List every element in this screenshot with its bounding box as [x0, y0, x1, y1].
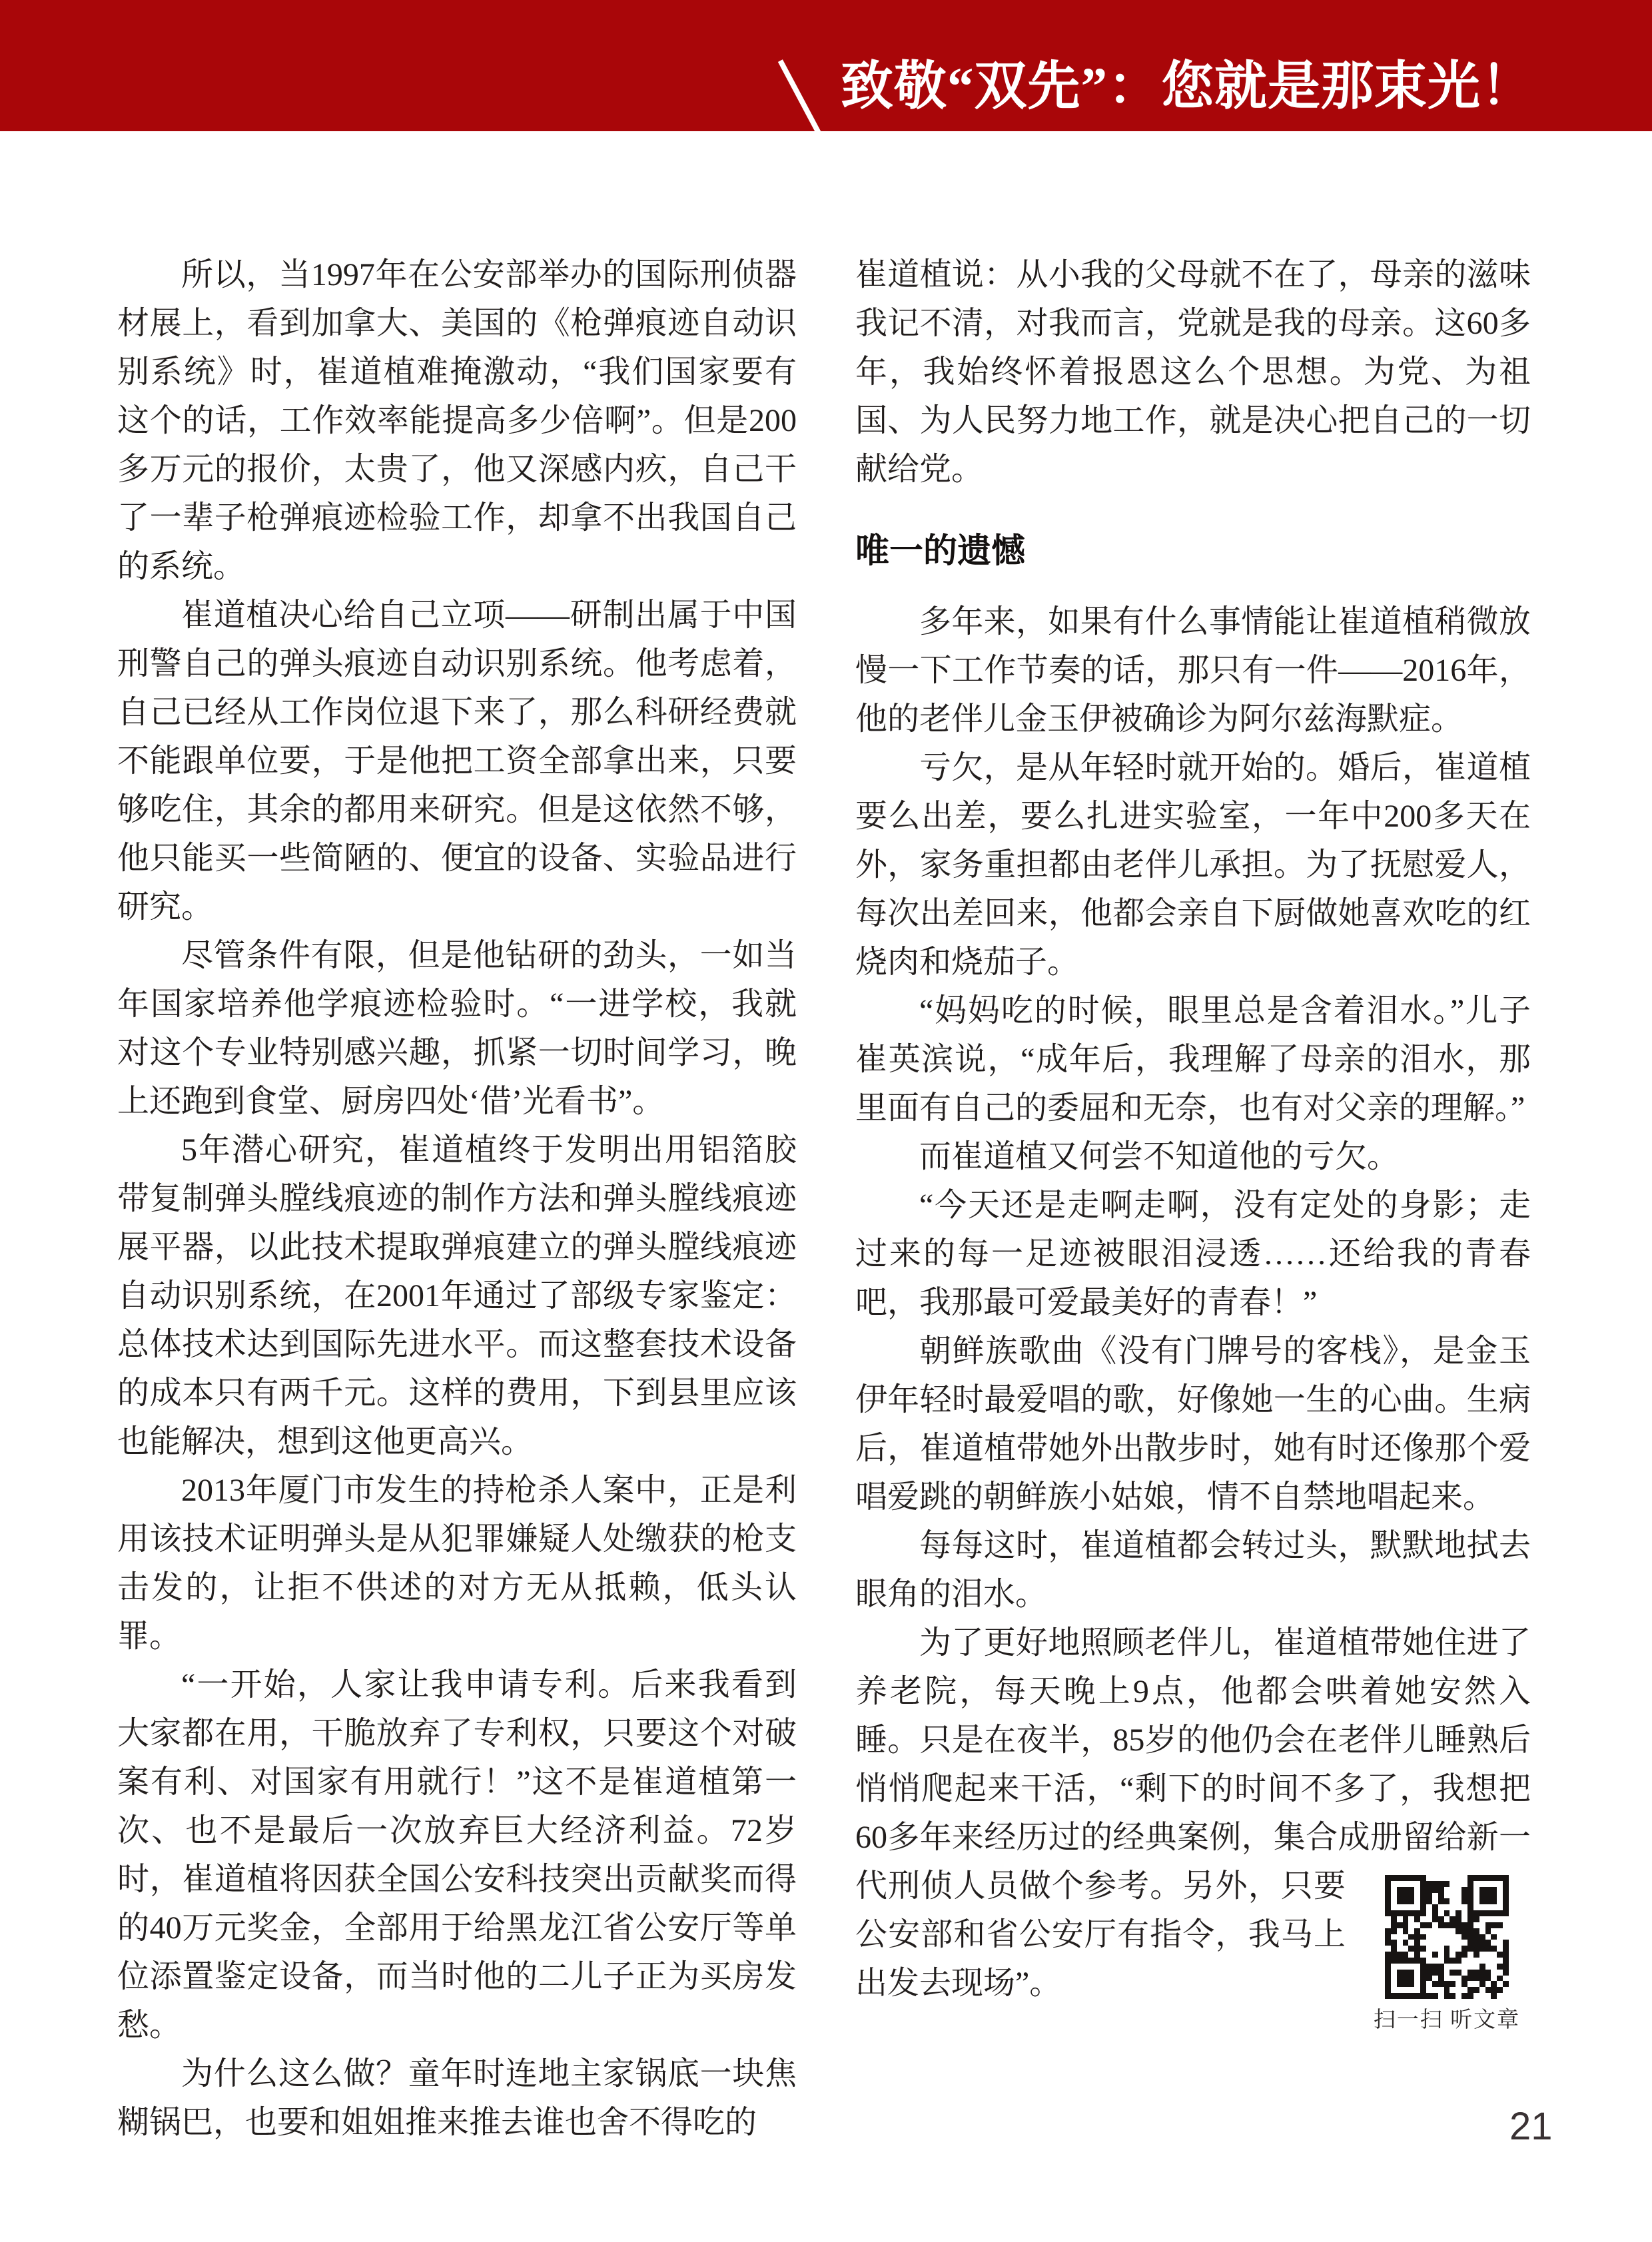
paragraph: “今天还是走啊走啊，没有定处的身影；走过来的每一足迹被眼泪浸透……还给我的青春吧，我那最可爱最美好的青春！”: [855, 1188, 1531, 1320]
qr-caption: 扫一扫 听文章: [1373, 2008, 1521, 2032]
qr-block: [1363, 1867, 1531, 2034]
closing-paragraph-text-before: 为了更好地照顾老伴儿，崔道植带她住进了养老院，每天晚上9点，他都会哄着她安然入睡。只是在夜半，85岁的他仍会在老伴儿睡熟后悄悄爬起来干活，“剩下的时间不多了，我想把60多年来经历过的经典案例，集合成: [855, 1625, 1531, 1855]
diagonal-slash-icon: [778, 59, 821, 133]
page-number: 21: [1509, 2105, 1553, 2148]
paragraph: 每每这时，崔道植都会转过头，默默地拭去眼角的泪水。: [855, 1528, 1531, 1612]
paragraph: 所以，当1997年在公安部举办的国际刑侦器材展上，看到加拿大、美国的《枪弹痕迹自动识别系统》时，崔道植难掩激动，“我们国家要有这个的话，工作效率能提高多少倍啊”。但是200多万元的报价，太贵了，他又深感内疚，自己干了一辈子枪弹痕迹检验工作，却拿不出我国自己的系统。: [117, 257, 797, 584]
lead-paragraph: 崔道植说：从小我的父母就不在了，母亲的滋味我记不清，对我而言，党就是我的母亲。这60多年，我始终怀着报恩这么个思想。为党、为祖国、为人民努力地工作，就是决心把自己的一切献给党。: [855, 257, 1531, 487]
paragraph: 而崔道植又何尝不知道他的亏欠。: [919, 1139, 1400, 1174]
paragraph: 崔道植决心给自己立项——研制出属于中国刑警自己的弹头痕迹自动识别系统。他考虑着，自己已经从工作岗位退下来了，那么科研经费就不能跟单位要，于是他把工资全部拿出来，只要够吃住，其余的都用来研究。但是这依然不够，他只能买一些简陋的、便宜的设备、实验品进行研究。: [117, 597, 797, 925]
paragraph: 5年潜心研究，崔道植终于发明出用铝箔胶带复制弹头膛线痕迹的制作方法和弹头膛线痕迹展平器，以此技术提取弹痕建立的弹头膛线痕迹自动识别系统，在2001年通过了部级专家鉴定：总体技术达到国际先进水平。而这整套技术设备的成本只有两千元。这样的费用，下到县里应该也能解决，想到这他更高兴。: [117, 1132, 797, 1459]
banner-title: 致敬“双先”：您就是那束光！: [841, 58, 1534, 116]
paragraph: “妈妈吃的时候，眼里总是含着泪水。”儿子崔英滨说，“成年后，我理解了母亲的泪水，那里面有自己的委屈和无奈，也有对父亲的理解。”: [855, 993, 1531, 1126]
closing-paragraph: [855, 1619, 1531, 2032]
right-text-column: [855, 250, 1531, 2038]
paragraph: 亏欠，是从年轻时就开始的。婚后，崔道植要么出差，要么扎进实验室，一年中200多天在外，家务重担都由老伴儿承担。为了抚慰爱人，每次出差回来，他都会亲自下厨做她喜欢吃的红烧肉和烧茄子。: [855, 750, 1531, 980]
qr-code: [1385, 1875, 1509, 1999]
left-text-column: [117, 250, 797, 2147]
paragraph: 朝鲜族歌曲《没有门牌号的客栈》，是金玉伊年轻时最爱唱的歌，好像她一生的心曲。生病后，崔道植带她外出散步时，她有时还像那个爱唱爱跳的朝鲜族小姑娘，情不自禁地唱起来。: [855, 1333, 1531, 1515]
paragraph: 尽管条件有限，但是他钻研的劲头，一如当年国家培养他学痕迹检验时。“一进学校，我就对这个专业特别感兴趣，抓紧一切时间学习，晚上还跑到食堂、厨房四处‘借’光看书”。: [117, 938, 797, 1119]
paragraph: 2013年厦门市发生的持枪杀人案中，正是利用该技术证明弹头是从犯罪嫌疑人处缴获的枪支击发的，让拒不供述的对方无从抵赖，低头认罪。: [117, 1473, 797, 1654]
closing-paragraph-text-after: 册留给新一代刑侦人员做个参考。另外，只要公安部和省公安厅有指令，我马上出发去现场”。: [855, 1820, 1531, 2001]
paragraph: “一开始，人家让我申请专利。后来我看到大家都在用，干脆放弃了专利权，只要这个对破案有利、对国家有用就行！”这不是崔道植第一次、也不是最后一次放弃巨大经济利益。72岁时，崔道植将因获全国公安科技突出贡献奖而得的40万元奖金，全部用于给黑龙江省公安厅等单位添置鉴定设备，而当时他的二儿子正为买房发愁。: [117, 1667, 797, 2043]
paragraph: 多年来，如果有什么事情能让崔道植稍微放慢一下工作节奏的话，那只有一件——2016年，他的老伴儿金玉伊被确诊为阿尔兹海默症。: [855, 604, 1531, 737]
section-heading: 唯一的遗憾: [855, 532, 1026, 569]
paragraph: 为什么这么做？童年时连地主家锅底一块焦糊锅巴，也要和姐姐推来推去谁也舍不得吃的: [117, 2056, 797, 2140]
header-banner: [0, 0, 1652, 131]
